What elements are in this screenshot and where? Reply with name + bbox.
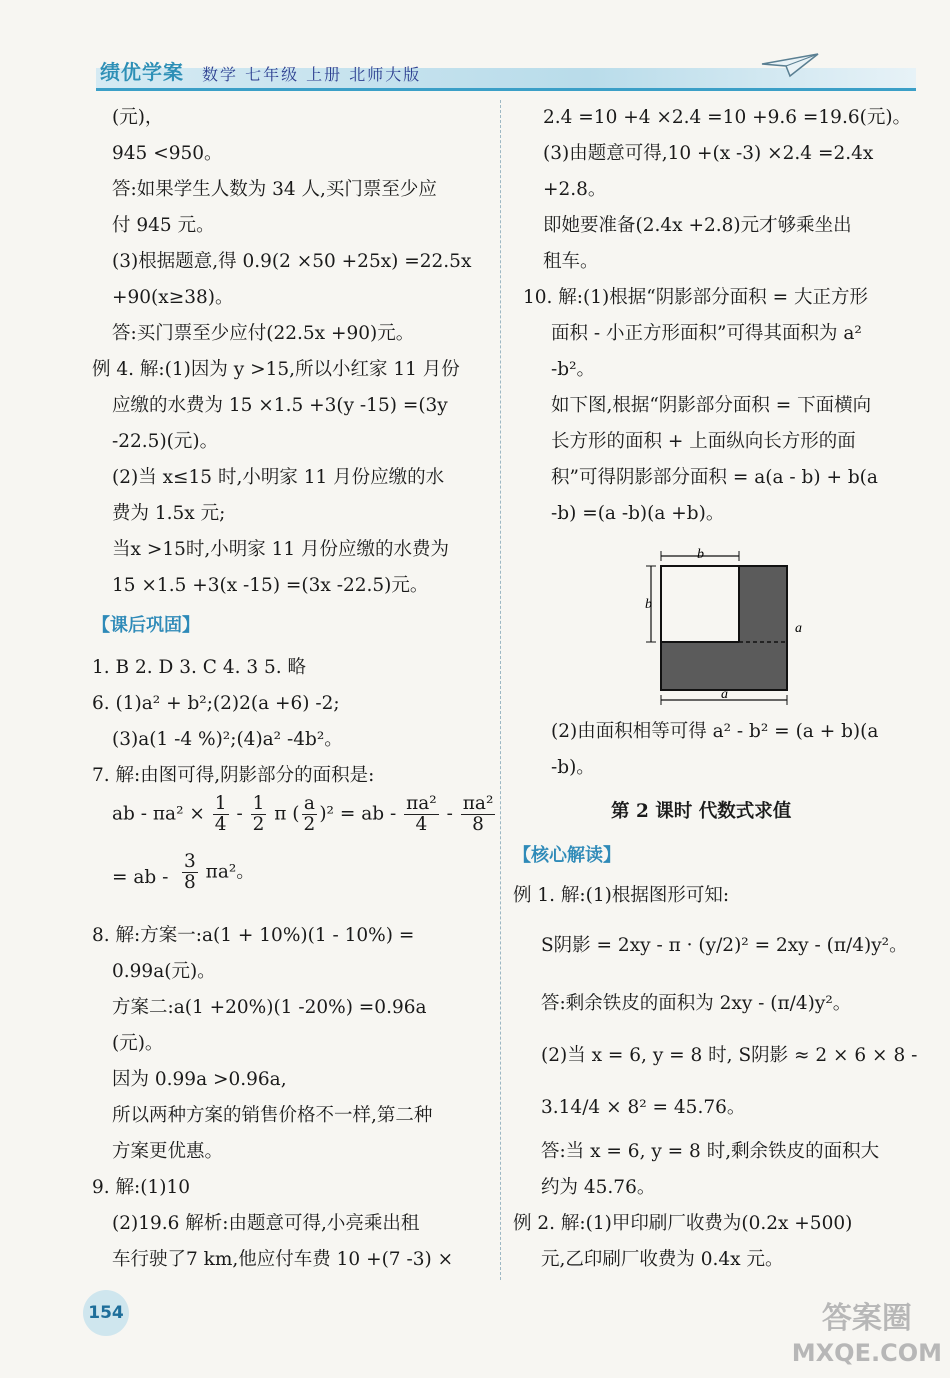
right-text-line: +2.8。 xyxy=(543,179,607,200)
right-text-line: 10. 解:(1)根据“阴影部分面积 = 大正方形 xyxy=(523,287,868,308)
square-area-figure xyxy=(645,548,825,708)
right-text-line: 2.4 =10 +4 ×2.4 =10 +9.6 =19.6(元)。 xyxy=(543,107,912,128)
left-text-line: (2)当 x≤15 时,小明家 11 月份应缴的水 xyxy=(112,467,445,488)
left-text-line: 车行驶了7 km,他应付车费 10 +(7 -3) × xyxy=(112,1249,454,1270)
right-text-line: 答:剩余铁皮的面积为 2xy - (π/4)y²。 xyxy=(541,993,852,1014)
formula-part: ² = ab - xyxy=(326,803,397,825)
left-text-line: +90(x≥38)。 xyxy=(112,287,234,308)
formula-part: - xyxy=(236,803,249,825)
right-text-line: 如下图,根据“阴影部分面积 = 下面横向 xyxy=(551,395,872,416)
fraction: $\frac{1}{4}$ xyxy=(214,793,227,835)
formula-7: ab - πa² × $\frac{1}{4}$ - $\frac{1}{2}$ π ( $\frac{a}{2}$ )² = ab - $\frac{\text{πa²}}{4}$ - $\frac{\text{πa²}}{8}$ xyxy=(112,793,494,835)
formula-part: ab - πa² × xyxy=(112,803,205,825)
right-text-line: -b²。 xyxy=(551,359,596,380)
formula-part: - xyxy=(446,803,459,825)
left-text-line: = ab - xyxy=(112,867,169,888)
column-divider xyxy=(500,100,502,1280)
right-text-line: (3)由题意可得,10 +(x -3) ×2.4 =2.4x xyxy=(543,143,874,164)
left-text-line: 所以两种方案的销售价格不一样,第二种 xyxy=(112,1105,433,1126)
left-text-line: 答:买门票至少应付(22.5x +90)元。 xyxy=(112,323,415,344)
right-text-line: 元,乙印刷厂收费为 0.4x 元。 xyxy=(541,1249,784,1270)
header-rule xyxy=(96,88,916,91)
right-text-line: 第 2 课时 代数式求值 xyxy=(611,801,792,822)
page-number: 154 xyxy=(83,1290,129,1336)
left-text-line: 8. 解:方案一:a(1 + 10%)(1 - 10%) = xyxy=(92,925,415,946)
left-text-line: (3)a(1 -4 %)²;(4)a² -4b²。 xyxy=(112,729,343,750)
right-text-line: 租车。 xyxy=(543,251,599,272)
left-text-line: (元)， xyxy=(112,107,164,128)
right-text-line: 3.14/4 × 8² = 45.76。 xyxy=(541,1097,746,1118)
fraction: $\frac{\text{πa²}}{4}$ xyxy=(406,793,437,835)
left-text-line: 0.99a(元)。 xyxy=(112,961,216,982)
label-b-left: b xyxy=(645,597,652,612)
shaded-horizontal-rect xyxy=(661,642,787,690)
left-text-line: 例 4. 解:(1)因为 y >15,所以小红家 11 月份 xyxy=(92,359,460,380)
left-text-line: 15 ×1.5 +3(x -15) =(3x -22.5)元。 xyxy=(112,575,429,596)
left-text-line: 1. B 2. D 3. C 4. 3 5. 略 xyxy=(92,657,307,678)
left-text-line: (元)。 xyxy=(112,1033,164,1054)
formula-7-result xyxy=(180,852,255,893)
left-text-line: 付 945 元。 xyxy=(112,215,215,236)
fraction: $\frac{\text{πa²}}{8}$ xyxy=(462,793,494,835)
right-text-line: 长方形的面积 + 上面纵向长方形的面 xyxy=(551,431,856,452)
watermark xyxy=(792,1302,942,1370)
label-a-bottom: a xyxy=(721,687,728,702)
left-text-line: 方案更优惠。 xyxy=(112,1141,224,1162)
right-text-line: 约为 45.76。 xyxy=(541,1177,656,1198)
page-header xyxy=(0,50,950,96)
right-text-line: 积”可得阴影部分面积 = a(a - b) + b(a xyxy=(551,467,878,488)
left-text-line: (2)19.6 解析:由题意可得,小亮乘出租 xyxy=(112,1213,420,1234)
right-text-line: (2)由面积相等可得 a² - b² = (a + b)(a xyxy=(551,721,879,742)
left-text-line: 7. 解:由图可得,阴影部分的面积是: xyxy=(92,765,375,786)
left-text-line: 应缴的水费为 15 ×1.5 +3(y -15) =(3y xyxy=(112,395,448,416)
watermark-url: MXQE.COM xyxy=(791,1339,942,1367)
fraction: $\frac{a}{2}$ xyxy=(303,793,316,835)
fraction: $\frac{3}{8}$ xyxy=(184,851,196,893)
left-text-line: 6. (1)a² + b²;(2)2(a +6) -2; xyxy=(92,693,340,714)
book-subtitle: 数学 七年级 上册 北师大版 xyxy=(202,65,422,84)
watermark-title: 答案圈 xyxy=(821,1301,912,1336)
left-text-line: 因为 0.99a >0.96a, xyxy=(112,1069,287,1090)
left-text-line: 当x >15时,小明家 11 月份应缴的水费为 xyxy=(112,539,450,560)
left-text-line: 费为 1.5x 元; xyxy=(112,503,226,524)
left-text-line: 945 <950。 xyxy=(112,143,223,164)
left-text-line: 方案二:a(1 +20%)(1 -20%) =0.96a xyxy=(112,997,427,1018)
left-text-line: 答:如果学生人数为 34 人,买门票至少应 xyxy=(112,179,437,200)
right-text-line: (2)当 x = 6, y = 8 时, S阴影 ≈ 2 × 6 × 8 - xyxy=(541,1045,918,1066)
right-text-line: -b) =(a -b)(a +b)。 xyxy=(551,503,725,524)
right-text-line: 面积 - 小正方形面积”可得其面积为 a² xyxy=(551,323,862,344)
right-text-line: 【核心解读】 xyxy=(513,845,621,866)
right-text-line: 答:当 x = 6, y = 8 时,剩余铁皮的面积大 xyxy=(541,1141,880,1162)
right-text-line: 即她要准备(2.4x +2.8)元才够乘坐出 xyxy=(543,215,852,236)
left-text-line: 【课后巩固】 xyxy=(92,615,200,636)
shaded-vertical-rect xyxy=(739,566,787,642)
right-text-line: 例 2. 解:(1)甲印刷厂收费为(0.2x +500) xyxy=(513,1213,853,1234)
left-text-line: 9. 解:(1)10 xyxy=(92,1177,191,1198)
paper-plane-icon xyxy=(760,50,820,80)
right-text-line: S阴影 = 2xy - π · (y/2)² = 2xy - (π/4)y²。 xyxy=(541,935,908,956)
left-text-line: -22.5)(元)。 xyxy=(112,431,219,452)
label-a-right: a xyxy=(795,621,802,636)
formula-part: πa²。 xyxy=(205,861,255,883)
left-text-line: (3)根据题意,得 0.9(2 ×50 +25x) =22.5x xyxy=(112,251,472,272)
book-logo: 绩优学案 xyxy=(100,60,184,84)
formula-part: π xyxy=(274,803,287,825)
fraction: $\frac{1}{2}$ xyxy=(252,793,265,835)
label-b-top: b xyxy=(697,548,704,562)
right-text-line: 例 1. 解:(1)根据图形可知: xyxy=(513,885,730,906)
right-text-line: -b)。 xyxy=(551,757,595,778)
